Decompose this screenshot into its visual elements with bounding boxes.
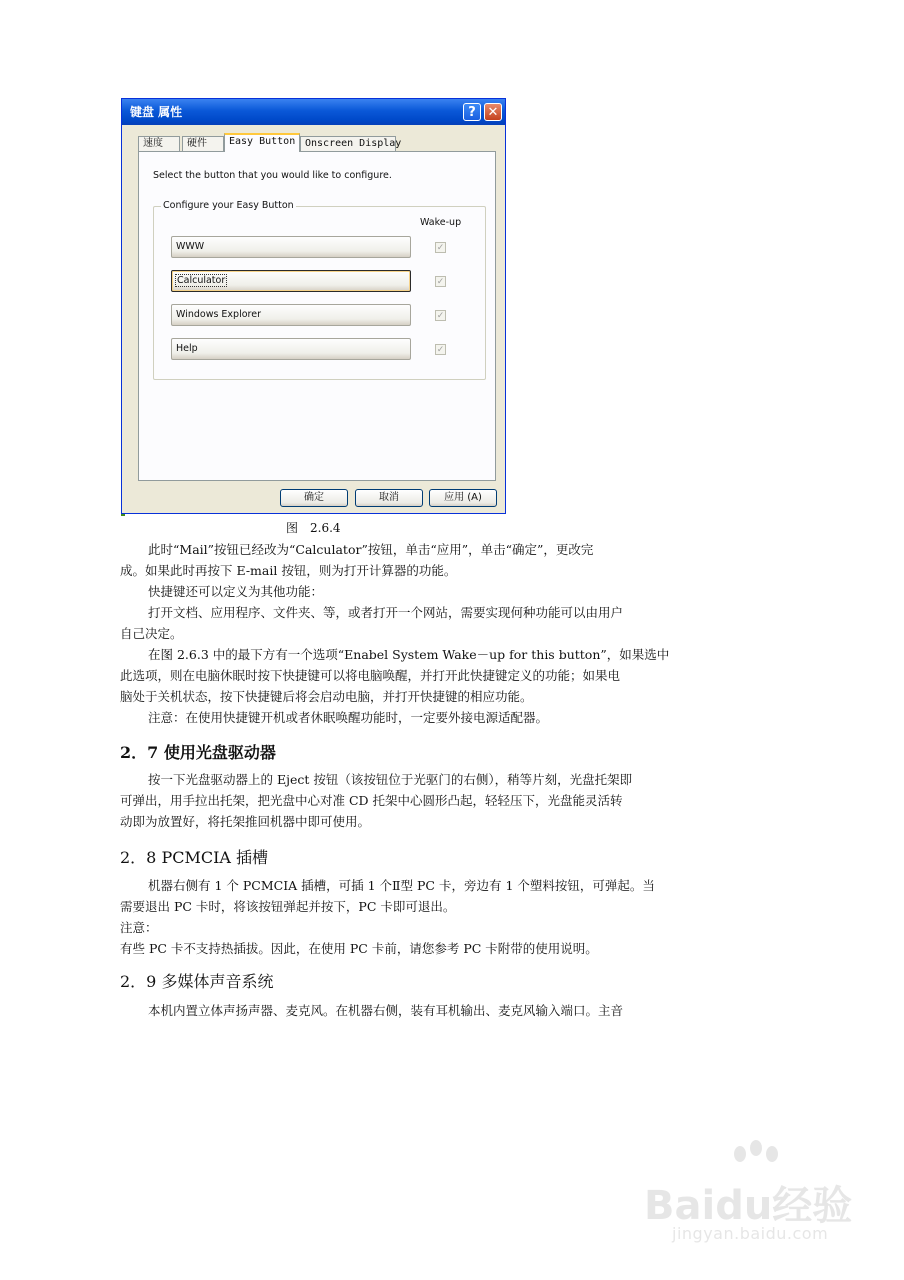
paragraph xyxy=(120,770,685,791)
paragraph-line: 此选项，则在电脑休眠时按下快捷键可以将电脑唤醒，并打开此快捷键定义的功能；如果电 xyxy=(120,668,621,683)
paragraph xyxy=(120,645,685,666)
paragraph xyxy=(120,540,685,561)
watermark-url: jingyan.baidu.com xyxy=(672,1224,829,1243)
paragraph xyxy=(120,582,685,603)
section-heading-2-9: 2．9 多媒体声音系统 xyxy=(120,972,274,991)
easy-button-www[interactable] xyxy=(171,236,411,258)
easy-button-label: WWW xyxy=(176,241,205,252)
paragraph-line: 快捷键还可以定义为其他功能： xyxy=(148,584,324,599)
help-icon[interactable]: ? xyxy=(463,103,481,121)
easy-button-label: Calculator xyxy=(177,275,226,286)
easy-button-windows-explorer[interactable] xyxy=(171,304,411,326)
keyboard-properties-dialog xyxy=(121,98,506,514)
paragraph xyxy=(120,708,685,729)
wakeup-column-label: Wake-up xyxy=(420,217,462,228)
paragraph-line: 此时“Mail”按钮已经改为“Calculator”按钮，单击“应用”，单击“确定”，更改完 xyxy=(148,542,594,557)
paragraph-line: 按一下光盘驱动器上的 Eject 按钮（该按钮位于光驱门的右侧），稍等片刻，光盘托架即 xyxy=(148,772,633,787)
paragraph-line: 自己决定。 xyxy=(120,626,183,641)
tab-easy-button[interactable]: Easy Button xyxy=(224,133,300,152)
paragraph-line: 机器右侧有 1 个 PCMCIA 插槽，可插 1 个Ⅱ型 PC 卡，旁边有 1 个塑料按钮，可弹起。当 xyxy=(148,878,655,893)
tab-hardware[interactable]: 硬件 xyxy=(182,136,224,151)
tab-onscreen-display[interactable]: Onscreen Display xyxy=(300,136,396,151)
ok-button[interactable]: 确定 xyxy=(280,489,348,507)
baidu-jingyan-watermark xyxy=(640,1140,870,1270)
paragraph-line: 脑处于关机状态，按下快捷键后将会启动电脑，并打开快捷键的相应功能。 xyxy=(120,689,533,704)
paragraph-line: 成。如果此时再按下 E-mail 按钮，则为打开计算器的功能。 xyxy=(120,563,457,578)
dialog-title-bar[interactable] xyxy=(122,99,505,125)
figure-caption: 图 2.6.4 xyxy=(286,521,341,535)
tab-speed[interactable]: 速度 xyxy=(138,136,180,151)
section-heading-2-7: 2．7 使用光盘驱动器 xyxy=(120,743,276,762)
wakeup-checkbox-windows-explorer[interactable]: ✓ xyxy=(436,311,445,321)
note-label: 注意： xyxy=(120,920,158,935)
paragraph xyxy=(120,1001,685,1022)
wakeup-checkbox-www[interactable]: ✓ xyxy=(436,243,445,253)
watermark-logo-text: Baidu经验 xyxy=(644,1183,853,1229)
easy-button-calculator[interactable] xyxy=(171,270,411,292)
group-title: Configure your Easy Button xyxy=(163,200,294,211)
paragraph-line: 需要退出 PC 卡时，将该按钮弹起并按下，PC 卡即可退出。 xyxy=(120,899,456,914)
dialog-title: 键盘 属性 xyxy=(130,105,183,119)
wakeup-checkbox-help[interactable]: ✓ xyxy=(436,345,445,355)
cancel-button[interactable]: 取消 xyxy=(355,489,423,507)
easy-button-help[interactable] xyxy=(171,338,411,360)
paragraph-line: 可弹出，用手拉出托架，把光盘中心对准 CD 托架中心圆形凸起，轻轻压下，光盘能灵活转 xyxy=(120,793,623,808)
configure-group xyxy=(153,200,486,380)
tab-panel xyxy=(138,151,496,481)
paragraph xyxy=(120,876,685,897)
paragraph-line: 本机内置立体声扬声器、麦克风。在机器右侧，装有耳机输出、麦克风输入端口。主音 xyxy=(148,1003,624,1018)
paragraph xyxy=(120,603,685,624)
close-icon[interactable]: ✕ xyxy=(484,103,502,121)
paragraph-line: 动即为放置好，将托架推回机器中即可使用。 xyxy=(120,814,371,829)
easy-button-label: Help xyxy=(176,343,198,354)
section-heading-2-8: 2．8 PCMCIA 插槽 xyxy=(120,848,269,867)
paragraph-line: 注意：在使用快捷键开机或者休眠唤醒功能时，一定要外接电源适配器。 xyxy=(148,710,549,725)
paragraph-line: 打开文档、应用程序、文件夹、等，或者打开一个网站，需要实现何种功能可以由用户 xyxy=(148,605,624,620)
apply-button[interactable]: 应用 (A) xyxy=(429,489,497,507)
wakeup-checkbox-calculator[interactable]: ✓ xyxy=(436,277,445,287)
instruction-text: Select the button that you would like to configure. xyxy=(153,170,392,181)
note-text: 有些 PC 卡不支持热插拔。因此，在使用 PC 卡前，请您参考 PC 卡附带的使用说明。 xyxy=(120,941,598,956)
easy-button-label: Windows Explorer xyxy=(176,309,261,320)
paragraph-line: 在图 2.6.3 中的最下方有一个选项“Enabel System Wake－up for this button”，如果选中 xyxy=(148,647,670,662)
